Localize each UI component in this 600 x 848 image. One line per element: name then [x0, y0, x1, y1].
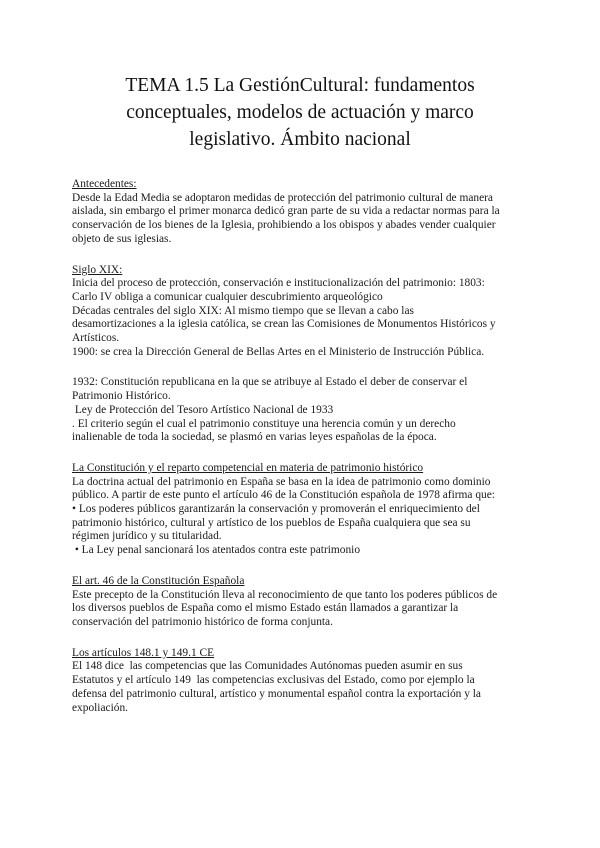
text-line: los diversos pueblos de España como el mismo Estado están llamados a garantizar la: [72, 602, 459, 615]
document-body: [72, 178, 542, 732]
text-line: . El criterio según el cual el patrimonio constituye una herencia común y un derecho: [72, 417, 456, 430]
title-line: conceptuales, modelos de actuación y marco: [126, 102, 474, 123]
document-title: [72, 72, 528, 153]
text-line: aislada, sin embargo el primer monarca dedicó gran parte de su vida a redactar normas para la: [72, 205, 500, 218]
section-heading: Siglo XIX:: [72, 263, 123, 276]
bullet-line: • Los poderes públicos garantizarán la conservación y promoverán el enriquecimiento del: [72, 503, 480, 516]
section-heading: El art. 46 de la Constitución Española: [72, 574, 245, 587]
text-line: público. A partir de este punto el artículo 46 de la Constitución española de 1978 afirma que:: [72, 489, 495, 502]
text-line: expoliación.: [72, 701, 128, 714]
section-articulos-148-149: [72, 647, 542, 716]
section-antecedentes: [72, 178, 542, 247]
text-line: régimen jurídico y su titularidad.: [72, 530, 222, 543]
section-heading: Los artículos 148.1 y 149.1 CE: [72, 646, 215, 659]
text-line: Estatutos y el artículo 149 las competencias exclusivas del Estado, como por ejemplo la: [72, 674, 475, 687]
text-line: objeto de sus iglesias.: [72, 232, 172, 245]
title-line: legislativo. Ámbito nacional: [189, 129, 411, 150]
text-line: Desde la Edad Media se adoptaron medidas de protección del patrimonio cultural de manera: [72, 191, 493, 204]
section-1932: [72, 376, 542, 445]
section-heading: Antecedentes:: [72, 178, 137, 190]
text-line: 1900: se crea la Dirección General de Bellas Artes en el Ministerio de Instrucción Pública.: [72, 345, 485, 358]
text-line: Inicia del proceso de protección, conservación e institucionalización del patrimonio: 1803:: [72, 277, 485, 290]
bullet-line: • La Ley penal sancionará los atentados contra este patrimonio: [72, 544, 361, 557]
text-line: inalienable de toda la sociedad, se plasmó en varias leyes españolas de la época.: [72, 431, 437, 444]
section-siglo-xix: [72, 264, 542, 360]
text-line: conservación de los bienes de la Iglesia, prohibiendo a los obispos y abades vender cualquier: [72, 219, 496, 232]
section-heading: La Constitución y el reparto competencial en materia de patrimonio histórico: [72, 461, 424, 474]
title-line: TEMA 1.5 La GestiónCultural: fundamentos: [125, 75, 475, 96]
text-line: Ley de Protección del Tesoro Artístico Nacional de 1933: [72, 403, 334, 416]
text-line: desamortizaciones a la iglesia católica, se crean las Comisiones de Monumentos Históricos y: [72, 318, 496, 331]
text-line: Patrimonio Histórico.: [72, 390, 171, 403]
text-line: Este precepto de la Constitución lleva al reconocimiento de que tanto los poderes públicos de: [72, 588, 498, 601]
text-line: conservación del patrimonio histórico de forma conjunta.: [72, 615, 333, 628]
text-line: El 148 dice las competencias que las Comunidades Autónomas pueden asumir en sus: [72, 660, 463, 673]
text-line: patrimonio histórico, cultural y artístico de los pueblos de España cualquiera que sea su: [72, 516, 471, 529]
text-line: 1932: Constitución republicana en la que se atribuye al Estado el deber de conservar el: [72, 376, 468, 389]
text-line: Artísticos.: [72, 332, 120, 345]
text-line: Décadas centrales del siglo XIX: Al mismo tiempo que se llevan a cabo las: [72, 304, 414, 317]
text-line: Carlo IV obliga a comunicar cualquier descubrimiento arqueológico: [72, 290, 383, 303]
section-art-46: [72, 575, 542, 630]
text-line: La doctrina actual del patrimonio en España se basa en la idea de patrimonio como dominio: [72, 475, 491, 488]
section-constitucion-reparto: [72, 462, 542, 558]
text-line: defensa del patrimonio cultural, artístico y monumental español contra la exportación y la: [72, 687, 481, 700]
